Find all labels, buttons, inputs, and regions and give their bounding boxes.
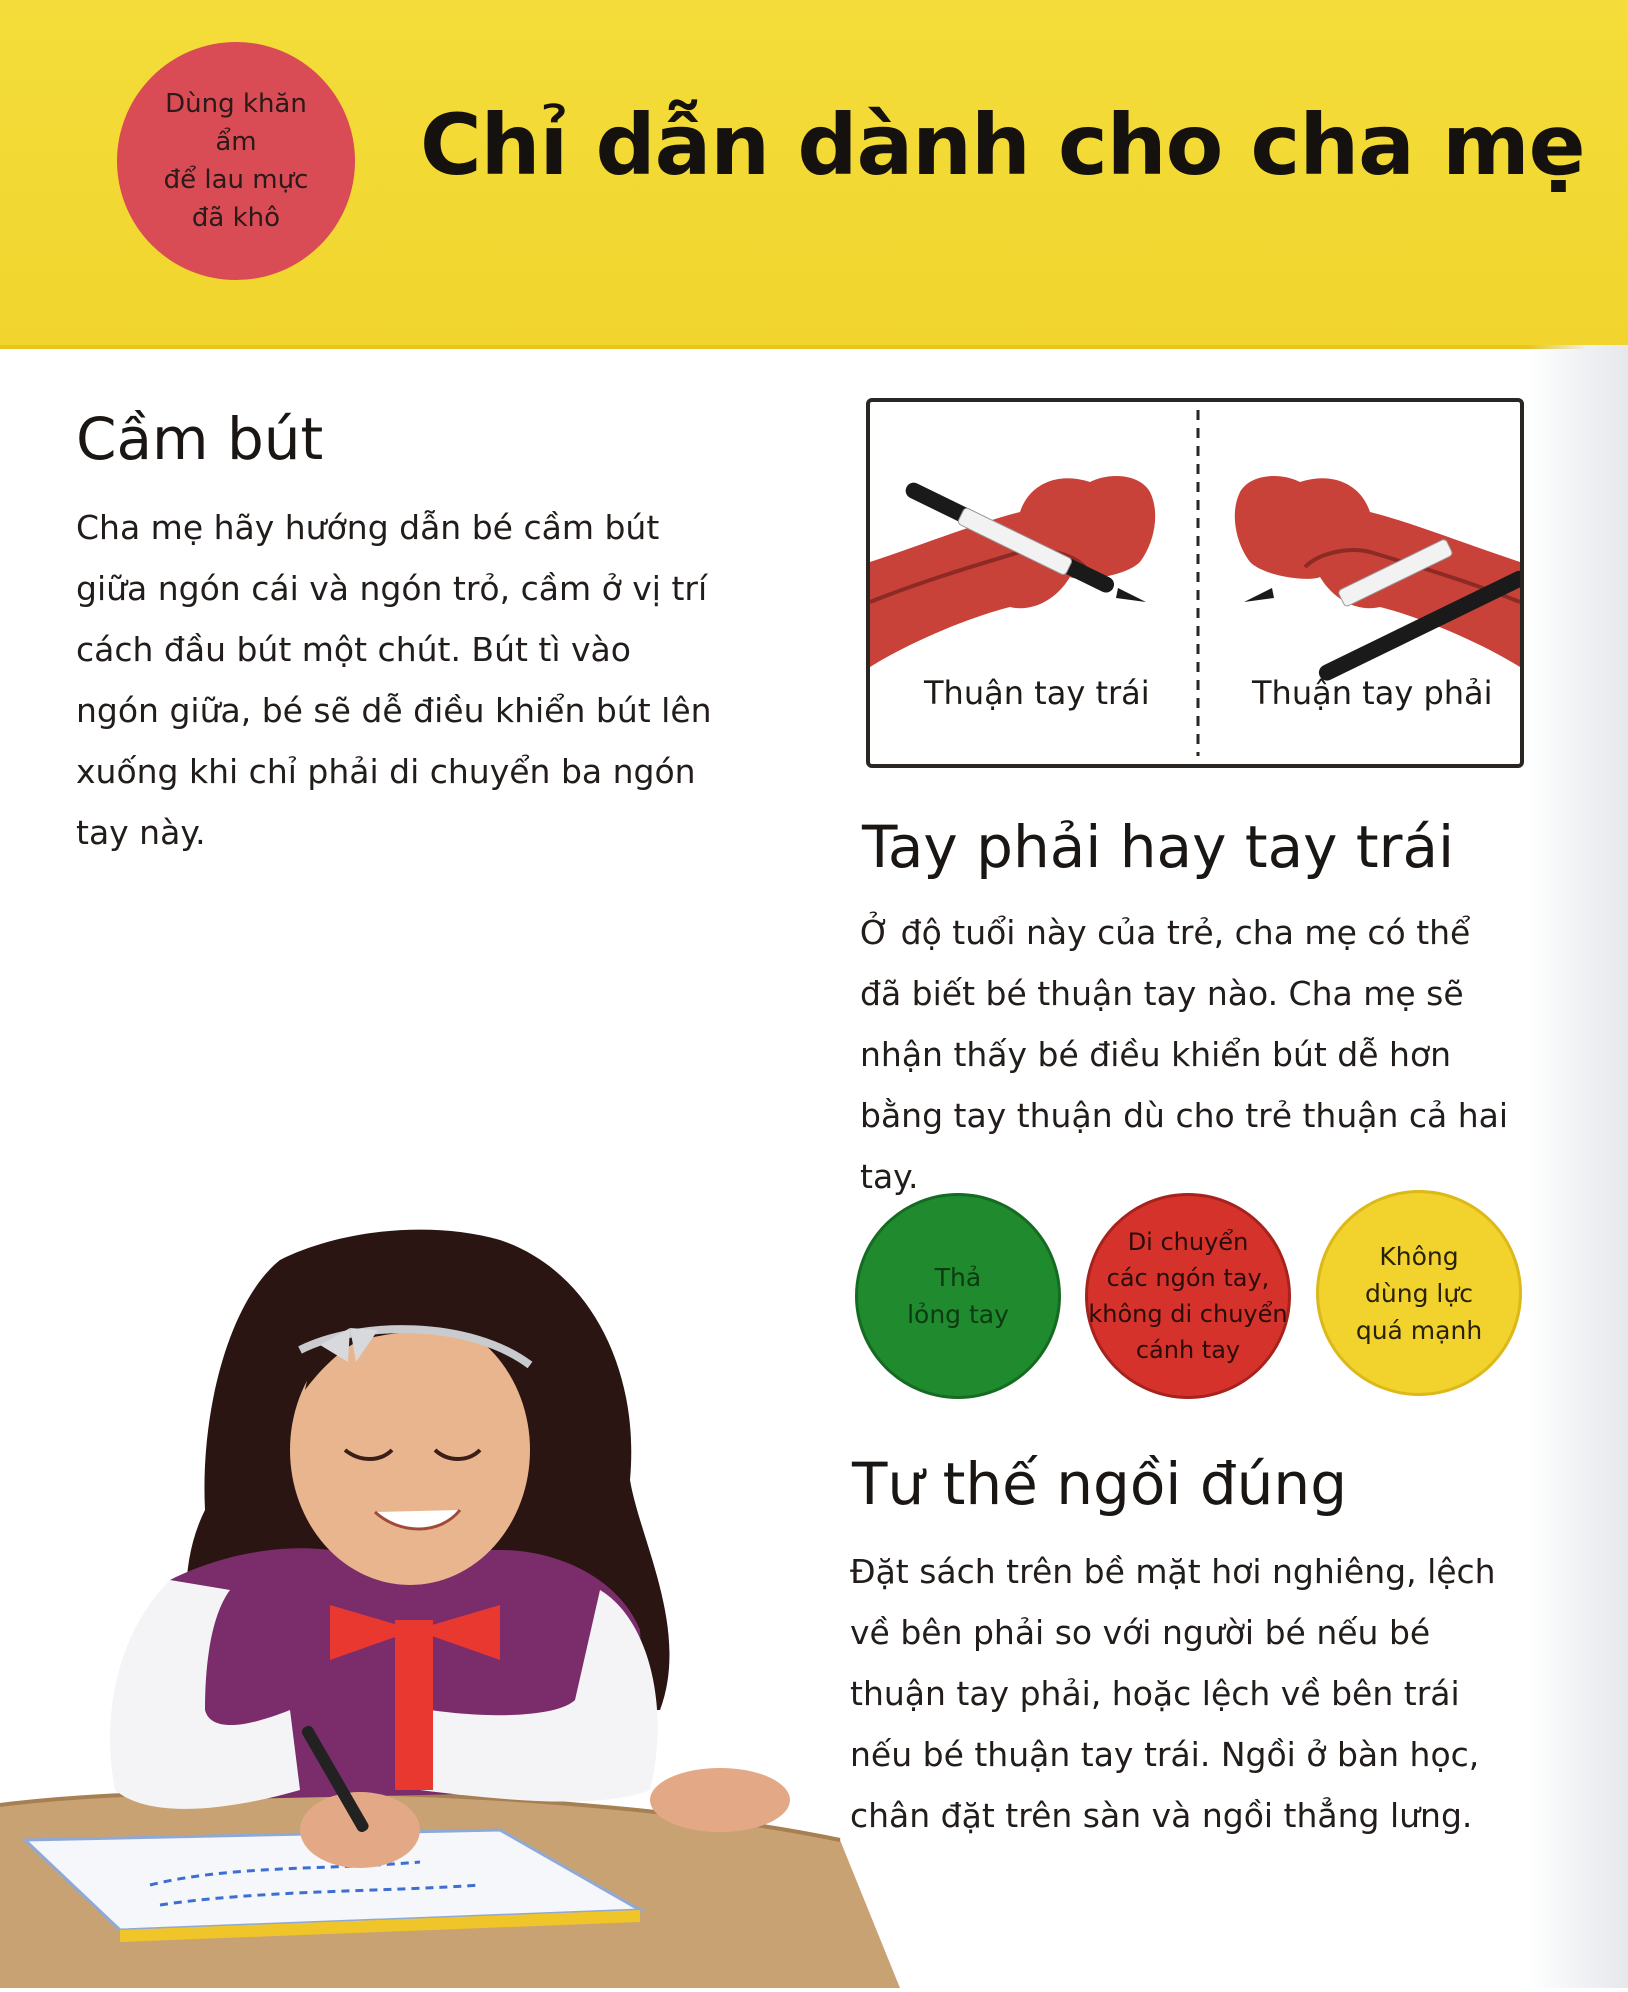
tip-circle-pressure bbox=[1316, 1190, 1522, 1396]
left-hand-icon bbox=[870, 476, 1155, 667]
header-badge bbox=[117, 42, 355, 280]
page-title: Chỉ dẫn dành cho cha mẹ bbox=[420, 96, 1585, 194]
right-hand-icon bbox=[1235, 476, 1520, 683]
tip-pressure-text: Không dùng lực quá mạnh bbox=[1355, 1241, 1483, 1345]
pen-grip-text: Cha mẹ hãy hướng dẫn bé cầm bút giữa ngón cái và ngón trỏ, cầm ở vị trí cách đầu bút một chút. Bút tì vào ngón giữa, bé sẽ dễ điều khiển bút lên xuống khi chỉ phải di chuyển ba ngón tay này. bbox=[76, 508, 712, 852]
right-handed-label: Thuận tay phải bbox=[1252, 674, 1493, 712]
handedness-text: Ở độ tuổi này của trẻ, cha mẹ có thể đã biết bé thuận tay nào. Cha mẹ sẽ nhận thấy bé điều khiển bút dễ hơn bằng tay thuận dù cho trẻ thuận cả hai tay. bbox=[860, 913, 1509, 1196]
header-band bbox=[0, 0, 1628, 349]
posture-heading: Tư thế ngồi đúng bbox=[852, 1450, 1348, 1518]
posture-text: Đặt sách trên bề mặt hơi nghiêng, lệch về bên phải so với người bé nếu bé thuận tay phải, hoặc lệch về bên trái nếu bé thuận tay trái. Ngồi ở bàn học, chân đặt trên sàn và ngồi thẳng lưng. bbox=[850, 1552, 1496, 1835]
handedness-heading: Tay phải hay tay trái bbox=[862, 813, 1455, 881]
header-badge-text: Dùng khăn ẩm để lau mực đã khô bbox=[163, 89, 309, 233]
page-edge-shadow bbox=[1528, 345, 1628, 1988]
left-handed-label: Thuận tay trái bbox=[924, 674, 1150, 712]
pen-grip-heading: Cầm bút bbox=[76, 405, 324, 473]
tip-circle-fingers bbox=[1085, 1193, 1291, 1399]
girl-writing-photo bbox=[0, 1150, 900, 1988]
hand-grip-illustration bbox=[866, 398, 1524, 768]
tip-fingers-text: Di chuyển các ngón tay, không di chuyển cánh tay bbox=[1088, 1228, 1288, 1364]
tip-relax-text: Thả lỏng tay bbox=[907, 1263, 1009, 1329]
